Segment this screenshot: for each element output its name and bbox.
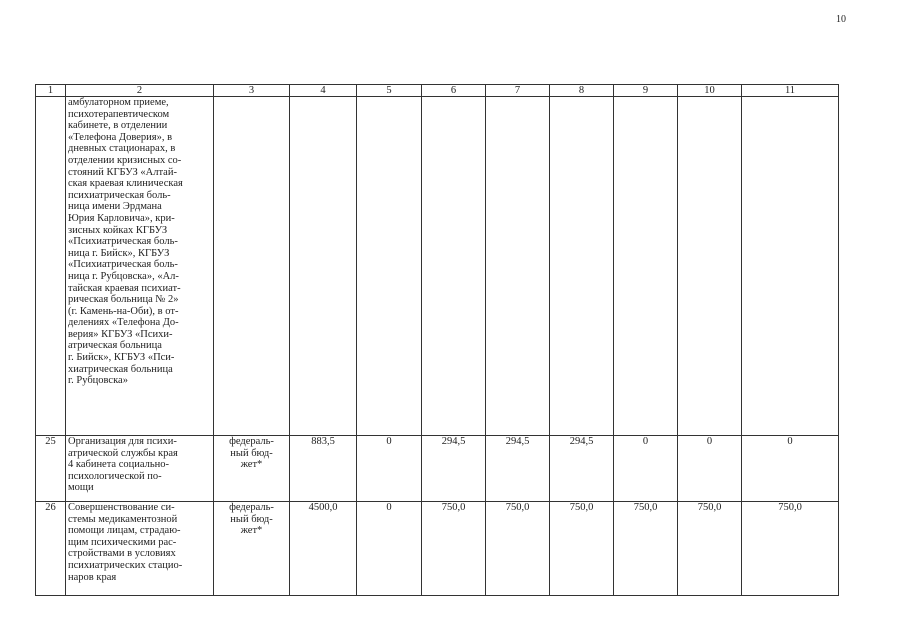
col-header: 8 <box>550 85 614 97</box>
col-header: 4 <box>290 85 357 97</box>
value-cell: 294,5 <box>422 436 486 502</box>
value-cell: 750,0 <box>550 502 614 596</box>
value-cell: 750,0 <box>486 502 550 596</box>
value-cell: 750,0 <box>614 502 678 596</box>
value-cell: 4500,0 <box>290 502 357 596</box>
measure-description <box>66 502 214 596</box>
col-header: 2 <box>66 85 214 97</box>
measure-text: Организация для психи- атрической службы края 4 кабинета социально- психологической по- мощи <box>68 436 178 494</box>
measure-text: амбулаторном приеме, психотерапевтическом кабинете, в отделении «Телефона Доверия», в дневных стационарах, в отделении кризисных со- стояний КГБУЗ «Алтай- ская краевая клиническая психиатрическая боль- ница имени Эрдмана Юрия Карловича», кри- зисных койках КГБУЗ «Психиатрическая боль- ница г. Бийск», КГБУЗ «Психиатрическая боль- ница г. Рубцовска», «Ал- тайская краевая психиат- рическая больница № 2» (г. Камень-на-Оби), в от- делениях «Телефона До- верия» КГБУЗ «Психи- атрическая больница г. Бийск», КГБУЗ «Пси- хиатрическая больница г. Рубцовска» <box>68 97 183 387</box>
col-header: 6 <box>422 85 486 97</box>
table-row <box>36 97 839 436</box>
value-cell: 750,0 <box>422 502 486 596</box>
value-cell <box>614 97 678 436</box>
col-header: 7 <box>486 85 550 97</box>
value-cell: 750,0 <box>742 502 839 596</box>
value-cell: 0 <box>614 436 678 502</box>
value-cell <box>678 97 742 436</box>
table-row <box>36 502 839 596</box>
col-header: 9 <box>614 85 678 97</box>
value-cell: 0 <box>357 436 422 502</box>
funding-source: федераль- ный бюд- жет* <box>214 502 290 596</box>
budget-table <box>35 84 839 596</box>
value-cell <box>357 97 422 436</box>
value-cell: 0 <box>357 502 422 596</box>
row-number: 26 <box>36 502 66 596</box>
value-cell <box>742 97 839 436</box>
col-header: 3 <box>214 85 290 97</box>
col-header: 5 <box>357 85 422 97</box>
row-number <box>36 97 66 436</box>
value-cell <box>422 97 486 436</box>
col-header: 11 <box>742 85 839 97</box>
value-cell <box>550 97 614 436</box>
value-cell: 294,5 <box>550 436 614 502</box>
table-row <box>36 436 839 502</box>
value-cell <box>290 97 357 436</box>
value-cell: 294,5 <box>486 436 550 502</box>
header-row <box>36 85 839 97</box>
funding-source: федераль- ный бюд- жет* <box>214 436 290 502</box>
value-cell: 750,0 <box>678 502 742 596</box>
measure-description <box>66 97 214 436</box>
measure-description <box>66 436 214 502</box>
page-number: 10 <box>836 14 846 25</box>
measure-text: Совершенствование си- стемы медикаментозной помощи лицам, страдаю- щим психическими рас- стройствами в условиях психиатрических стацио- наров края <box>68 502 183 583</box>
funding-source <box>214 97 290 436</box>
col-header: 1 <box>36 85 66 97</box>
value-cell <box>486 97 550 436</box>
col-header: 10 <box>678 85 742 97</box>
row-number: 25 <box>36 436 66 502</box>
value-cell: 883,5 <box>290 436 357 502</box>
value-cell: 0 <box>678 436 742 502</box>
value-cell: 0 <box>742 436 839 502</box>
